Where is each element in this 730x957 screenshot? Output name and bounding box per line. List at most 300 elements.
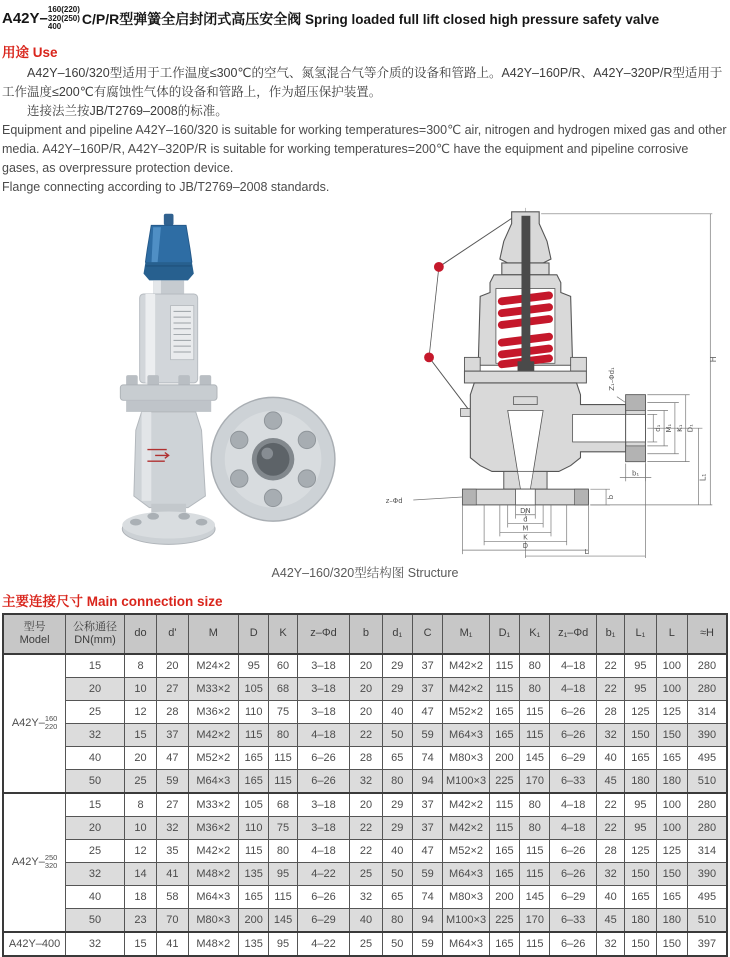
table-cell: 145	[520, 746, 550, 769]
table-cell: 115	[520, 932, 550, 956]
table-cell: 170	[520, 769, 550, 793]
table-cell: 40	[66, 885, 125, 908]
table-row	[3, 908, 727, 932]
column-header: z–Φd	[297, 614, 350, 654]
table-cell: 6–26	[550, 932, 597, 956]
table-cell: M100×3	[443, 769, 490, 793]
table-cell: 200	[239, 908, 269, 932]
table-cell: 22	[596, 816, 624, 839]
table-cell: 20	[66, 677, 125, 700]
column-header: K	[269, 614, 297, 654]
table-cell: 397	[687, 932, 727, 956]
dim-label-K1: K₁	[675, 424, 684, 432]
table-cell: 510	[687, 769, 727, 793]
dim-label-L1: L₁	[698, 473, 708, 481]
table-row	[3, 746, 727, 769]
dim-label-M1: M₁	[664, 423, 673, 433]
column-header: b	[350, 614, 382, 654]
table-cell: 8	[124, 654, 156, 678]
table-cell: 100	[656, 654, 687, 678]
table-heading: 主要连接尺寸 Main connection size	[2, 593, 223, 609]
table-cell: 15	[124, 932, 156, 956]
table-cell: 125	[656, 700, 687, 723]
valve-photo	[72, 202, 362, 563]
column-header: z₁–Φd	[550, 614, 597, 654]
table-cell: 29	[382, 793, 412, 817]
table-row	[3, 932, 727, 956]
model-variant: 160(220)	[47, 5, 80, 14]
table-cell: 165	[625, 885, 656, 908]
table-cell: 32	[350, 769, 382, 793]
table-cell: 15	[66, 793, 125, 817]
table-cell: 59	[157, 769, 188, 793]
table-cell: 74	[412, 885, 442, 908]
table-cell: 22	[350, 816, 382, 839]
table-cell: 37	[412, 677, 442, 700]
table-cell: 125	[625, 839, 656, 862]
table-cell: 165	[489, 839, 519, 862]
table-cell: 115	[520, 862, 550, 885]
table-cell: M42×2	[188, 839, 239, 862]
table-cell: 4–18	[550, 677, 597, 700]
table-cell: 68	[269, 677, 297, 700]
table-cell: 4–22	[297, 862, 350, 885]
table-cell: 32	[66, 723, 125, 746]
table-cell: 495	[687, 885, 727, 908]
table-cell: 8	[124, 793, 156, 817]
table-cell: 110	[239, 816, 269, 839]
table-cell: 20	[66, 816, 125, 839]
table-cell: M64×3	[188, 885, 239, 908]
table-cell: 95	[269, 932, 297, 956]
table-cell: 6–33	[550, 769, 597, 793]
table-cell: 165	[489, 862, 519, 885]
table-cell: 94	[412, 908, 442, 932]
dim-label-Z1-d1: Z₁–Φd₁	[607, 366, 616, 391]
table-cell: 6–29	[297, 908, 350, 932]
table-cell: 10	[124, 677, 156, 700]
table-cell: M42×2	[188, 723, 239, 746]
structure-drawing-image	[376, 202, 724, 558]
table-cell: 28	[596, 700, 624, 723]
table-row	[3, 654, 727, 678]
table-cell: 6–26	[550, 839, 597, 862]
table-cell: 41	[157, 932, 188, 956]
table-cell: 180	[656, 908, 687, 932]
table-cell: 135	[239, 932, 269, 956]
table-cell: 47	[412, 700, 442, 723]
table-cell: 280	[687, 654, 727, 678]
table-cell: 32	[66, 932, 125, 956]
table-cell: 3–18	[297, 793, 350, 817]
column-header: ≈H	[687, 614, 727, 654]
dim-label-H: H	[709, 355, 719, 362]
table-row	[3, 816, 727, 839]
table-cell: 20	[350, 654, 382, 678]
table-cell: M80×3	[188, 908, 239, 932]
table-cell: 95	[625, 793, 656, 817]
table-cell: 3–18	[297, 654, 350, 678]
table-cell: 29	[382, 654, 412, 678]
table-cell: 165	[489, 932, 519, 956]
table-cell: 80	[269, 723, 297, 746]
table-cell: 6–29	[550, 885, 597, 908]
table-row	[3, 700, 727, 723]
table-cell: 495	[687, 746, 727, 769]
table-cell: 510	[687, 908, 727, 932]
table-cell: 32	[596, 723, 624, 746]
column-header: K₁	[520, 614, 550, 654]
column-header: do	[124, 614, 156, 654]
table-cell: 40	[350, 908, 382, 932]
table-cell: 115	[489, 677, 519, 700]
table-cell: 150	[625, 723, 656, 746]
table-cell: 23	[124, 908, 156, 932]
model-variant-stack	[48, 6, 80, 32]
table-cell: 75	[269, 700, 297, 723]
table-cell: 47	[157, 746, 188, 769]
connection-size-table	[2, 613, 728, 957]
table-cell: 28	[157, 700, 188, 723]
dim-label-L: L	[584, 547, 589, 556]
table-cell: 115	[269, 885, 297, 908]
table-cell: 105	[239, 793, 269, 817]
table-cell: M64×3	[443, 932, 490, 956]
table-cell: 58	[157, 885, 188, 908]
column-header: C	[412, 614, 442, 654]
table-cell: 115	[269, 746, 297, 769]
table-cell: 50	[382, 862, 412, 885]
use-heading: 用途 Use	[2, 44, 58, 60]
table-cell: 4–22	[297, 932, 350, 956]
table-cell: 40	[382, 839, 412, 862]
table-cell: 225	[489, 908, 519, 932]
table-cell: 50	[66, 769, 125, 793]
table-cell: 25	[66, 839, 125, 862]
dim-label-z-d: z–Φd	[385, 496, 403, 505]
table-cell: M52×2	[188, 746, 239, 769]
table-cell: 6–26	[297, 885, 350, 908]
table-cell: 115	[239, 839, 269, 862]
table-cell: 18	[124, 885, 156, 908]
table-row	[3, 723, 727, 746]
table-cell: 280	[687, 816, 727, 839]
model-cell: A42Y–400	[3, 932, 66, 956]
table-cell: 165	[239, 746, 269, 769]
table-cell: M33×2	[188, 677, 239, 700]
table-cell: 22	[350, 839, 382, 862]
table-cell: 280	[687, 677, 727, 700]
table-cell: 165	[489, 700, 519, 723]
table-cell: 95	[269, 862, 297, 885]
model-code: A42Y–	[2, 10, 48, 28]
table-cell: 14	[124, 862, 156, 885]
table-cell: 40	[382, 700, 412, 723]
table-cell: 22	[596, 677, 624, 700]
use-paragraph-en: Flange connecting according to JB/T2769–2008 standards.	[2, 179, 330, 194]
table-cell: 37	[412, 816, 442, 839]
table-cell: 45	[596, 908, 624, 932]
table-cell: M64×3	[188, 769, 239, 793]
table-cell: 70	[157, 908, 188, 932]
table-cell: 4–18	[297, 723, 350, 746]
table-cell: 20	[157, 654, 188, 678]
table-header-row	[3, 614, 727, 654]
table-cell: 105	[239, 677, 269, 700]
table-cell: M24×2	[188, 654, 239, 678]
use-paragraph-cn: A42Y–160/320型适用于工作温度≤300℃的空气、氮氢混合气等介质的设备和管路上。A42Y–160P/R、A42Y–320P/R型适用于工作温度≤200℃有腐蚀性气体的设备和管路上，作为超压保护装置。	[2, 65, 723, 99]
dim-label-K: K	[523, 532, 528, 541]
table-cell: 37	[412, 793, 442, 817]
column-header: d'	[157, 614, 188, 654]
table-cell: 41	[157, 862, 188, 885]
table-cell: 150	[656, 862, 687, 885]
table-cell: 100	[656, 793, 687, 817]
table-cell: M52×2	[443, 700, 490, 723]
table-cell: 65	[382, 746, 412, 769]
structure-drawing	[376, 202, 724, 563]
model-variant: 400	[47, 22, 62, 31]
table-cell: 180	[656, 769, 687, 793]
table-row	[3, 677, 727, 700]
table-cell: 125	[625, 700, 656, 723]
table-cell: 32	[66, 862, 125, 885]
table-cell: 150	[656, 932, 687, 956]
title-text: C/P/R型弹簧全启封闭式高压安全阀 Spring loaded full lift closed high pressure safety valve	[81, 10, 660, 27]
dim-label-D: D	[522, 541, 529, 550]
table-cell: 40	[596, 885, 624, 908]
table-cell: 15	[66, 654, 125, 678]
table-cell: 115	[269, 769, 297, 793]
table-cell: 80	[520, 793, 550, 817]
table-cell: M36×2	[188, 816, 239, 839]
table-cell: 20	[350, 700, 382, 723]
table-cell: 115	[489, 793, 519, 817]
table-cell: 4–18	[550, 793, 597, 817]
table-cell: 94	[412, 769, 442, 793]
table-cell: 165	[239, 885, 269, 908]
table-cell: 74	[412, 746, 442, 769]
column-header: D₁	[489, 614, 519, 654]
table-cell: 12	[124, 700, 156, 723]
table-cell: 165	[656, 885, 687, 908]
table-cell: 6–26	[550, 862, 597, 885]
table-cell: 40	[66, 746, 125, 769]
dim-label-M: M	[522, 523, 529, 532]
table-cell: M80×3	[443, 746, 490, 769]
table-cell: 37	[412, 654, 442, 678]
table-cell: 180	[625, 769, 656, 793]
table-cell: 22	[596, 793, 624, 817]
table-row	[3, 839, 727, 862]
table-cell: 115	[520, 839, 550, 862]
figures-row	[2, 202, 728, 563]
table-cell: 145	[520, 885, 550, 908]
table-cell: 47	[412, 839, 442, 862]
table-cell: 314	[687, 839, 727, 862]
table-cell: 29	[382, 677, 412, 700]
table-cell: 50	[382, 723, 412, 746]
table-cell: 25	[124, 769, 156, 793]
model-cell: A42Y– 160 220	[3, 654, 66, 793]
table-cell: 115	[520, 723, 550, 746]
table-cell: 390	[687, 862, 727, 885]
table-cell: 145	[269, 908, 297, 932]
table-cell: 225	[489, 769, 519, 793]
column-header: 型号 Model	[3, 614, 66, 654]
table-cell: 45	[596, 769, 624, 793]
table-cell: 27	[157, 677, 188, 700]
table-cell: 32	[157, 816, 188, 839]
table-cell: 100	[656, 677, 687, 700]
table-cell: 115	[489, 654, 519, 678]
column-header: 公称通径 DN(mm)	[66, 614, 125, 654]
dim-label-d1: d₁	[654, 424, 663, 432]
table-cell: 3–18	[297, 816, 350, 839]
table-cell: 32	[596, 932, 624, 956]
table-cell: 115	[520, 700, 550, 723]
table-cell: 125	[656, 839, 687, 862]
table-cell: M64×3	[443, 723, 490, 746]
table-cell: 32	[350, 885, 382, 908]
table-cell: 95	[625, 816, 656, 839]
table-cell: 280	[687, 793, 727, 817]
table-cell: 60	[269, 654, 297, 678]
column-header: D	[239, 614, 269, 654]
table-cell: 4–18	[297, 839, 350, 862]
table-cell: M36×2	[188, 700, 239, 723]
table-cell: 6–26	[550, 723, 597, 746]
table-row	[3, 769, 727, 793]
table-cell: M100×3	[443, 908, 490, 932]
table-cell: 22	[596, 654, 624, 678]
table-row	[3, 793, 727, 817]
table-cell: 4–18	[550, 816, 597, 839]
table-cell: 80	[382, 908, 412, 932]
column-header: M	[188, 614, 239, 654]
table-cell: 28	[596, 839, 624, 862]
column-header: b₁	[596, 614, 624, 654]
table-cell: 4–18	[550, 654, 597, 678]
table-cell: 12	[124, 839, 156, 862]
dim-label-b: b	[606, 494, 615, 499]
table-cell: 165	[656, 746, 687, 769]
table-cell: 80	[269, 839, 297, 862]
table-cell: 165	[489, 723, 519, 746]
table-cell: M33×2	[188, 793, 239, 817]
table-cell: 50	[66, 908, 125, 932]
dim-label-D1: D₁	[686, 423, 695, 432]
table-cell: 135	[239, 862, 269, 885]
table-cell: 150	[625, 862, 656, 885]
table-cell: M48×2	[188, 932, 239, 956]
table-cell: M42×2	[443, 677, 490, 700]
table-cell: 165	[239, 769, 269, 793]
table-cell: 6–29	[550, 746, 597, 769]
table-cell: 165	[625, 746, 656, 769]
page-title	[2, 6, 728, 32]
table-cell: 314	[687, 700, 727, 723]
table-cell: 28	[350, 746, 382, 769]
table-cell: 6–33	[550, 908, 597, 932]
model-variant: 320(250)	[47, 13, 80, 23]
table-cell: M42×2	[443, 816, 490, 839]
table-cell: 150	[656, 723, 687, 746]
table-cell: M48×2	[188, 862, 239, 885]
table-cell: 80	[520, 816, 550, 839]
dim-label-d: d	[523, 515, 528, 524]
table-cell: M64×3	[443, 862, 490, 885]
figure-caption: A42Y–160/320型结构图 Structure	[271, 565, 459, 580]
table-cell: 20	[350, 677, 382, 700]
table-cell: 15	[124, 723, 156, 746]
table-cell: 29	[382, 816, 412, 839]
table-cell: M52×2	[443, 839, 490, 862]
table-cell: 95	[625, 654, 656, 678]
table-cell: 110	[239, 700, 269, 723]
table-cell: 59	[412, 723, 442, 746]
table-cell: 170	[520, 908, 550, 932]
table-cell: 59	[412, 862, 442, 885]
table-cell: 200	[489, 885, 519, 908]
table-cell: 27	[157, 793, 188, 817]
table-cell: 25	[350, 932, 382, 956]
table-cell: 80	[520, 654, 550, 678]
table-cell: 37	[157, 723, 188, 746]
table-cell: 80	[520, 677, 550, 700]
table-cell: 390	[687, 723, 727, 746]
column-header: d₁	[382, 614, 412, 654]
use-paragraph-en: Equipment and pipeline A42Y–160/320 is suitable for working temperatures=300℃ air, nitrogen and hydrogen mixed gas and other media. A42Y–160P/R, A42Y–320P/R is suitable for working temperatures=200℃ have the equipment and pipeline corrosive gases, as overpressure protection device.	[2, 122, 727, 175]
table-cell: 59	[412, 932, 442, 956]
table-cell: 32	[596, 862, 624, 885]
table-cell: 180	[625, 908, 656, 932]
table-cell: 35	[157, 839, 188, 862]
table-cell: 22	[350, 723, 382, 746]
table-cell: 6–26	[550, 700, 597, 723]
dim-label-b1: b₁	[631, 468, 640, 477]
column-header: L₁	[625, 614, 656, 654]
table-cell: M42×2	[443, 793, 490, 817]
table-row	[3, 885, 727, 908]
table-cell: 40	[596, 746, 624, 769]
use-paragraph-cn: 连接法兰按JB/T2769–2008的标准。	[27, 103, 228, 118]
table-cell: 150	[625, 932, 656, 956]
model-cell: A42Y– 250 320	[3, 793, 66, 932]
table-cell: 68	[269, 793, 297, 817]
table-cell: 100	[656, 816, 687, 839]
table-cell: 95	[239, 654, 269, 678]
table-cell: 6–26	[297, 746, 350, 769]
table-cell: 95	[625, 677, 656, 700]
table-cell: 6–26	[297, 769, 350, 793]
table-cell: M80×3	[443, 885, 490, 908]
table-cell: M42×2	[443, 654, 490, 678]
table-cell: 200	[489, 746, 519, 769]
table-cell: 25	[350, 862, 382, 885]
table-cell: 20	[350, 793, 382, 817]
column-header: M₁	[443, 614, 490, 654]
table-cell: 115	[489, 816, 519, 839]
table-cell: 25	[66, 700, 125, 723]
table-row	[3, 862, 727, 885]
table-cell: 20	[124, 746, 156, 769]
table-cell: 50	[382, 932, 412, 956]
table-cell: 80	[382, 769, 412, 793]
dim-label-DN: DN	[520, 506, 531, 515]
table-cell: 115	[239, 723, 269, 746]
column-header: L	[656, 614, 687, 654]
